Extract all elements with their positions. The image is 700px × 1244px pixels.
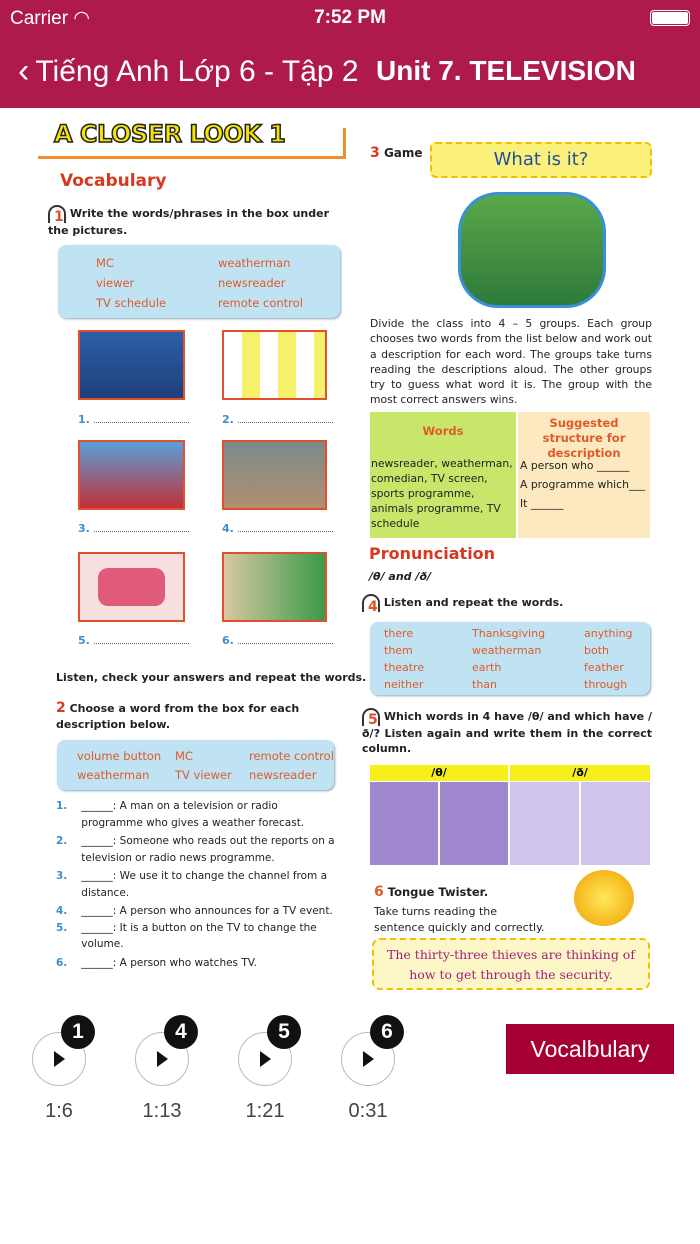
ex4-instruction: Listen and repeat the words.: [383, 596, 564, 609]
word: viewer: [96, 276, 135, 290]
item-text: ______: A person who watches TV.: [81, 956, 257, 969]
word: remote control: [218, 296, 303, 310]
ex4-number: 4: [368, 599, 378, 615]
word: MC: [96, 256, 114, 270]
ex4-word-box: [370, 622, 650, 695]
word: remote control: [249, 749, 334, 763]
list-item: [56, 903, 336, 920]
item-num: 4.: [56, 905, 68, 917]
play-icon: [260, 1051, 271, 1067]
structure: A programme which___: [520, 478, 646, 491]
ex3-text: Divide the class into 4 – 5 groups. Each group chooses two words from the list below and work out a description for each word. The groups take turns reading the descriptions aloud. The other groups try to guess what word it is. The group with the most correct answers wins.: [370, 317, 652, 407]
title-underline: [38, 156, 346, 159]
item-text: ______: Someone who reads out the reports on a television or radio news programme.: [81, 835, 335, 864]
ex6-text: Take turns reading the sentence quickly and correctly.: [374, 905, 545, 934]
textbook-page: [34, 110, 660, 998]
picture-tv-schedule: [222, 330, 327, 400]
ex2-number: 2: [56, 700, 66, 716]
table-words: newsreader, weatherman, comedian, TV screen, sports programme, animals programme, TV schedule: [371, 457, 513, 530]
ex3-heading: [370, 145, 423, 161]
play-icon: [157, 1051, 168, 1067]
col-theta: /θ/: [370, 765, 508, 781]
word: weatherman: [77, 768, 150, 782]
track-badge: 6: [370, 1015, 404, 1049]
word: TV schedule: [96, 296, 167, 310]
ex2-list: [56, 798, 336, 971]
label-5: [78, 634, 189, 647]
item-text: ______: It is a button on the TV to change the volume.: [81, 921, 317, 950]
word: theatre: [384, 661, 425, 674]
picture-viewer: [222, 440, 327, 510]
col-eth: /ð/: [510, 765, 650, 781]
ex5-instruction: Which words in 4 have /θ/ and which have /ð/? Listen again and write them in the correct column.: [362, 710, 652, 755]
nav-header: [0, 0, 700, 108]
label-1: [78, 413, 189, 426]
back-button[interactable]: [18, 52, 359, 91]
ex2-word-box: [57, 740, 334, 790]
track-duration: 1:6: [45, 1100, 73, 1122]
picture-remote-control: [78, 552, 185, 622]
list-item: [56, 920, 336, 953]
table-words-col: [370, 412, 516, 538]
word: there: [384, 627, 414, 640]
label-num: 5.: [78, 634, 90, 647]
word: through: [584, 678, 628, 691]
status-time: 7:52 PM: [314, 7, 386, 28]
structure: A person who ______: [520, 459, 630, 472]
answer-cell[interactable]: [370, 782, 438, 865]
ex5-table: [370, 765, 650, 865]
label-3: [78, 522, 189, 535]
item-num: 6.: [56, 956, 68, 969]
word: newsreader: [249, 768, 317, 782]
section-title: A CLOSER LOOK 1: [54, 120, 286, 148]
track-duration: 0:31: [348, 1100, 388, 1122]
word: MC: [175, 749, 193, 763]
list-item: [56, 798, 336, 831]
word: volume button: [77, 749, 162, 763]
word: newsreader: [218, 276, 286, 290]
word: Thanksgiving: [472, 627, 546, 640]
item-num: 2.: [56, 835, 68, 847]
ex1-check: Listen, check your answers and repeat the words.: [56, 671, 367, 684]
ex1-instruction: Write the words/phrases in the box under the pictures.: [48, 207, 330, 237]
label-num: 4.: [222, 522, 234, 535]
play-icon: [54, 1051, 65, 1067]
word: weatherman: [218, 256, 291, 270]
table-structure-col: [518, 412, 650, 538]
vocabulary-heading: Vocabulary: [60, 171, 167, 191]
picture-newsreader: [78, 330, 185, 400]
item-text: ______: We use it to change the channel from a distance.: [81, 870, 328, 899]
track-duration: 1:13: [142, 1100, 182, 1122]
pronunciation-heading: Pronunciation: [369, 544, 496, 563]
label-6: [222, 634, 333, 647]
picture-mc: [78, 440, 185, 510]
chevron-left-icon: ‹: [18, 52, 30, 90]
ex6-label: Tongue Twister.: [387, 885, 489, 899]
item-num: 3.: [56, 870, 68, 882]
item-text: ______: A person who announces for a TV event.: [81, 905, 333, 917]
picture-weatherman: [222, 552, 327, 622]
tongue-twister: The thirty-three thieves are thinking of how to get through the security.: [372, 938, 650, 990]
word: feather: [584, 661, 624, 674]
play-icon: [363, 1051, 374, 1067]
list-item: [56, 868, 336, 901]
table-header-words: Words: [422, 424, 464, 438]
label-num: 1.: [78, 413, 90, 426]
ex2-instruction: Choose a word from the box for each description below.: [56, 702, 300, 731]
word: anything: [584, 627, 633, 640]
carrier-text: Carrier: [10, 8, 69, 29]
ex1-word-box: [58, 245, 340, 318]
ex3-number: 3: [370, 145, 380, 161]
word: earth: [472, 661, 502, 674]
pron-sub: /θ/ and /ð/: [369, 570, 431, 583]
answer-cell[interactable]: [510, 782, 579, 865]
emoji-face-icon: [574, 870, 634, 926]
headphones-icon: [48, 205, 66, 223]
ex3-label: Game: [383, 146, 423, 160]
headphones-icon: [362, 708, 380, 726]
ex6-number: 6: [374, 884, 384, 900]
word: both: [584, 644, 609, 657]
word: than: [472, 678, 497, 691]
wifi-icon: ◠: [73, 8, 90, 29]
answer-cell[interactable]: [440, 782, 508, 865]
headphones-icon: [362, 594, 380, 615]
label-num: 6.: [222, 634, 234, 647]
track-duration: 1:21: [245, 1100, 285, 1122]
track-badge: 1: [61, 1015, 95, 1049]
list-item: [56, 833, 336, 866]
answer-cell[interactable]: [581, 782, 650, 865]
word: TV viewer: [175, 768, 232, 782]
girl-photo: [458, 192, 606, 308]
track-badge: 5: [267, 1015, 301, 1049]
title-divider: [343, 128, 346, 159]
ex5-number: 5: [368, 712, 378, 728]
back-label: Tiếng Anh Lớp 6 - Tập 2: [35, 54, 359, 88]
item-num: 5.: [56, 921, 68, 934]
battery-icon: [650, 10, 690, 26]
word: them: [384, 644, 413, 657]
item-num: 1.: [56, 800, 68, 812]
structure: It ______: [520, 497, 564, 510]
word: weatherman: [472, 644, 542, 657]
vocabulary-button[interactable]: Vocalbulary: [506, 1024, 674, 1074]
item-text: ______: A man on a television or radio programme who gives a weather forecast.: [81, 800, 305, 829]
page-title: Unit 7. TELEVISION: [376, 55, 636, 86]
word: neither: [384, 678, 424, 691]
list-item: [56, 955, 336, 972]
table-header-structure: Suggested structure for description: [542, 416, 626, 460]
track-badge: 4: [164, 1015, 198, 1049]
label-num: 3.: [78, 522, 90, 535]
ex1-number: 1: [54, 209, 64, 225]
label-4: [222, 522, 333, 535]
game-banner: What is it?: [430, 142, 652, 178]
label-2: [222, 413, 333, 426]
label-num: 2.: [222, 413, 234, 426]
